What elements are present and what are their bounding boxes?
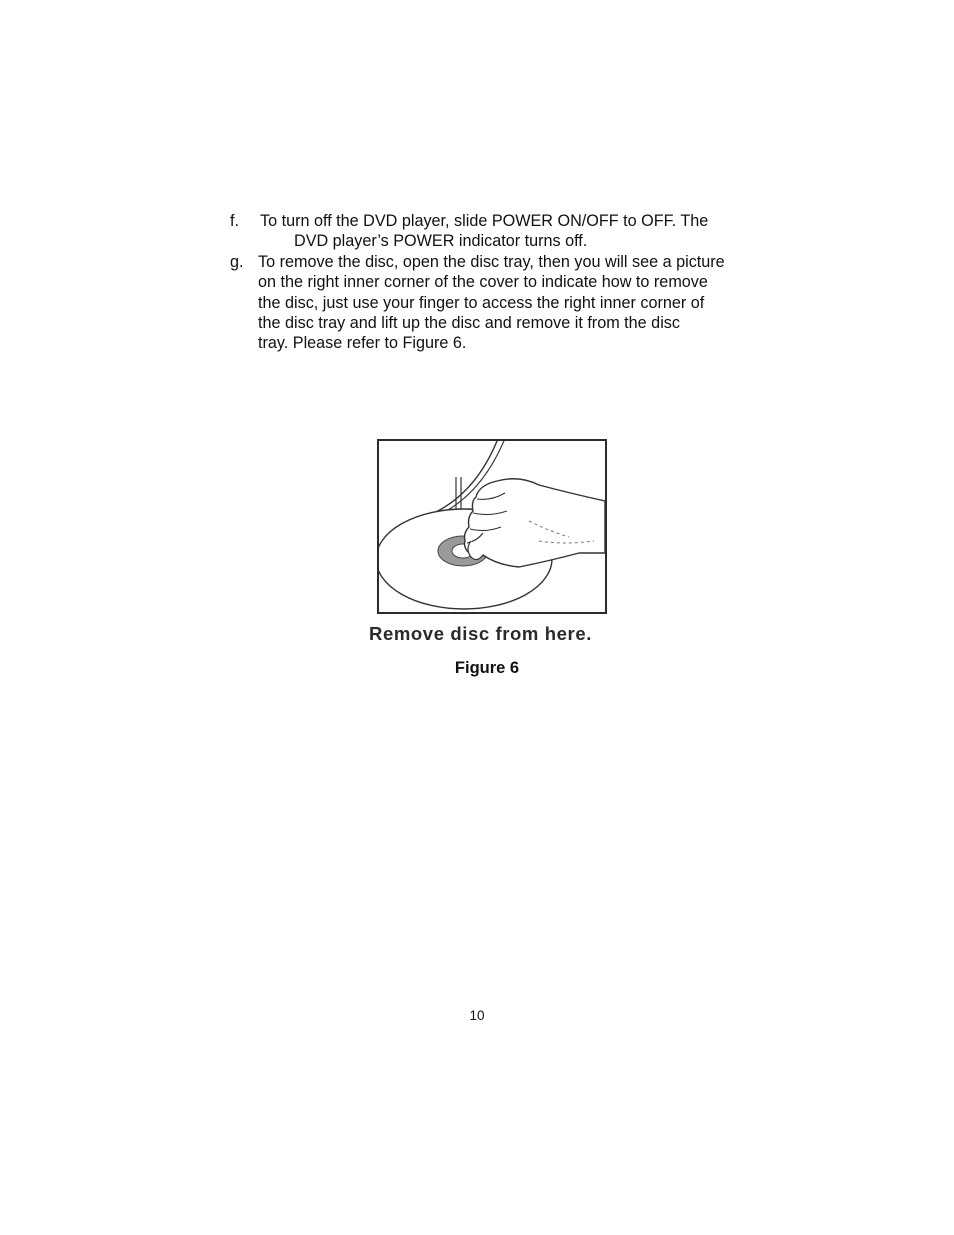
list-marker-g: g. (230, 252, 244, 271)
item-f-line-1: To turn off the DVD player, slide POWER ON/OFF to OFF. The (260, 212, 709, 230)
list-item-g-text (230, 252, 760, 354)
instruction-list (230, 211, 760, 354)
list-item-f (230, 211, 760, 252)
item-g-line-1: To remove the disc, open the disc tray, then you will see a picture (258, 252, 725, 271)
item-g-line-2: on the right inner corner of the cover to indicate how to remove (258, 273, 708, 292)
item-g-line-5: tray. Please refer to Figure 6. (258, 334, 467, 353)
item-f-line-2: DVD player’s POWER indicator turns off. (294, 232, 588, 251)
list-item-f-text (230, 211, 760, 252)
hand-lifting-disc-illustration (379, 441, 605, 612)
figure-image-caption: Remove disc from here. (369, 623, 592, 644)
list-item-g (230, 252, 760, 354)
figure-6-image (377, 439, 607, 614)
item-g-line-3: the disc, just use your finger to access the right inner corner of (258, 293, 705, 312)
page-number: 10 (469, 1008, 485, 1023)
list-marker-f: f. (230, 212, 239, 230)
figure-label: Figure 6 (454, 659, 520, 677)
item-g-line-4: the disc tray and lift up the disc and remove it from the disc (258, 314, 680, 333)
